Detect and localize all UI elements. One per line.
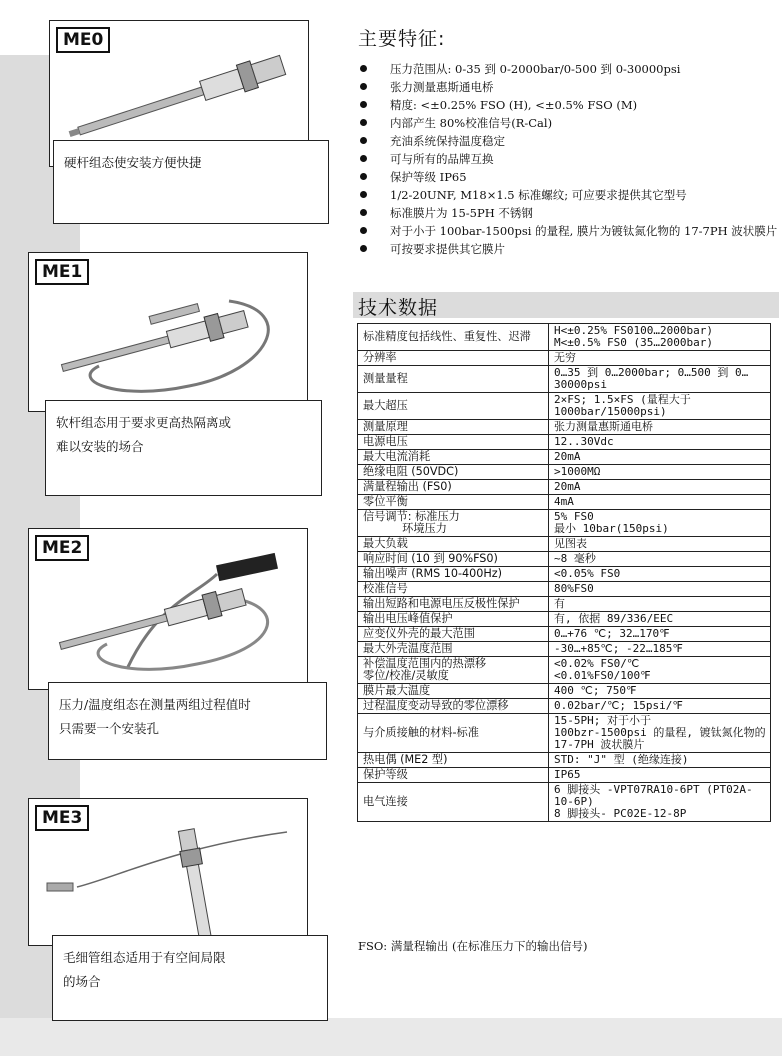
spec-key: 最大电流消耗 <box>358 450 549 465</box>
spec-value: 12..30Vdc <box>549 435 771 450</box>
spec-value: 见图表 <box>549 537 771 552</box>
spec-row <box>358 324 771 351</box>
spec-row <box>358 657 771 684</box>
spec-value: 4mA <box>549 495 771 510</box>
spec-key: 信号调节: 标准压力 环境压力 <box>358 510 549 537</box>
spec-value: ~8 毫秒 <box>549 552 771 567</box>
spec-key: 膜片最大温度 <box>358 684 549 699</box>
spec-key: 零位平衡 <box>358 495 549 510</box>
spec-value: <0.05% FS0 <box>549 567 771 582</box>
spec-row <box>358 567 771 582</box>
caption-line: 压力/温度组态在测量两组过程值时 <box>59 697 251 712</box>
spec-value: >1000MΩ <box>549 465 771 480</box>
feature-item: 充油系统保持温度稳定 <box>360 132 780 150</box>
spec-key: 最大超压 <box>358 393 549 420</box>
spec-key: 输出短路和电源电压反极性保护 <box>358 597 549 612</box>
spec-row <box>358 465 771 480</box>
feature-item: 张力测量惠斯通电桥 <box>360 78 780 96</box>
feature-item: 保护等级 IP65 <box>360 168 780 186</box>
spec-row <box>358 510 771 537</box>
spec-key: 保护等级 <box>358 768 549 783</box>
spec-value: 5% FS0 最小 10bar(150psi) <box>549 510 771 537</box>
spec-row <box>358 366 771 393</box>
spec-row <box>358 597 771 612</box>
spec-row <box>358 351 771 366</box>
spec-row <box>358 420 771 435</box>
spec-value: 有 <box>549 597 771 612</box>
caption-line: 毛细管组态适用于有空间局限 <box>63 950 226 965</box>
features-title: 主要特征: <box>358 28 446 50</box>
spec-value: 0…35 到 0…2000bar; 0…500 到 0…30000psi <box>549 366 771 393</box>
spec-key: 测量原理 <box>358 420 549 435</box>
spec-row <box>358 753 771 768</box>
spec-row <box>358 480 771 495</box>
sensor-image-me0 <box>64 43 304 153</box>
spec-key: 电源电压 <box>358 435 549 450</box>
spec-row <box>358 699 771 714</box>
spec-key: 响应时间 (10 到 90%FS0) <box>358 552 549 567</box>
spec-value: <0.02% FS0/℃ <0.01%FS0/100℉ <box>549 657 771 684</box>
feature-item: 可按要求提供其它膜片 <box>360 240 780 258</box>
specs-table <box>357 323 771 822</box>
spec-row <box>358 714 771 753</box>
spec-key: 输出噪声 (RMS 10-400Hz) <box>358 567 549 582</box>
spec-value: 0.02bar/℃; 15psi/℉ <box>549 699 771 714</box>
spec-value: 无穷 <box>549 351 771 366</box>
spec-row <box>358 450 771 465</box>
spec-key: 分辨率 <box>358 351 549 366</box>
caption-me2 <box>48 682 327 760</box>
spec-value: 2×FS; 1.5×FS (量程大于 1000bar/15000psi) <box>549 393 771 420</box>
spec-value: 15-5PH; 对于小于 100bzr-1500psi 的量程, 镀钛氮化物的 17-7PH 波状膜片 <box>549 714 771 753</box>
sensor-image-me3 <box>37 807 307 947</box>
spec-key: 测量量程 <box>358 366 549 393</box>
feature-item: 1/2-20UNF, M18×1.5 标准螺纹; 可应要求提供其它型号 <box>360 186 780 204</box>
spec-row <box>358 768 771 783</box>
spec-key: 最大负载 <box>358 537 549 552</box>
spec-value: 有, 依据 89/336/EEC <box>549 612 771 627</box>
spec-key: 应变仪外壳的最大范围 <box>358 627 549 642</box>
spec-row <box>358 612 771 627</box>
spec-value: IP65 <box>549 768 771 783</box>
spec-value: 张力测量惠斯通电桥 <box>549 420 771 435</box>
spec-row <box>358 642 771 657</box>
spec-row <box>358 393 771 420</box>
spec-key: 与介质接触的材料-标准 <box>358 714 549 753</box>
caption-line: 只需要一个安装孔 <box>59 721 160 736</box>
spec-key: 补偿温度范围内的热漂移 零位/校准/灵敏度 <box>358 657 549 684</box>
sensor-image-me1 <box>39 271 299 411</box>
spec-value: 400 ℃; 750℉ <box>549 684 771 699</box>
spec-row <box>358 627 771 642</box>
feature-item: 精度: <±0.25% FSO (H), <±0.5% FSO (M) <box>360 96 780 114</box>
caption-line: 难以安装的场合 <box>56 439 144 454</box>
spec-row <box>358 552 771 567</box>
specs-title: 技术数据 <box>358 297 439 319</box>
caption-line: 硬杆组态使安装方便快捷 <box>64 155 202 170</box>
feature-item: 可与所有的品牌互换 <box>360 150 780 168</box>
caption-line: 的场合 <box>63 974 101 989</box>
spec-value: 0…+76 ℃; 32…170℉ <box>549 627 771 642</box>
spec-value: H<±0.25% FS0100…2000bar) M<±0.5% FS0 (35…2000bar) <box>549 324 771 351</box>
spec-row <box>358 783 771 822</box>
spec-key: 热电偶 (ME2 型) <box>358 753 549 768</box>
caption-me3 <box>52 935 328 1021</box>
spec-row <box>358 435 771 450</box>
spec-key: 最大外壳温度范围 <box>358 642 549 657</box>
feature-item: 标准膜片为 15-5PH 不锈钢 <box>360 204 780 222</box>
spec-row <box>358 684 771 699</box>
model-card-me3 <box>28 798 308 946</box>
spec-row <box>358 582 771 597</box>
model-badge: ME1 <box>35 259 89 285</box>
spec-key: 电气连接 <box>358 783 549 822</box>
spec-key: 绝缘电阻 (50VDC) <box>358 465 549 480</box>
spec-value: STD: "J" 型 (绝缘连接) <box>549 753 771 768</box>
spec-value: 20mA <box>549 480 771 495</box>
feature-item: 内部产生 80%校准信号(R-Cal) <box>360 114 780 132</box>
spec-value: 20mA <box>549 450 771 465</box>
spec-key: 满量程输出 (FS0) <box>358 480 549 495</box>
sensor-image-me2 <box>37 539 307 689</box>
spec-key: 过程温度变动导致的零位漂移 <box>358 699 549 714</box>
model-badge: ME3 <box>35 805 89 831</box>
model-badge: ME0 <box>56 27 110 53</box>
caption-line: 软杆组态用于要求更高热隔离或 <box>56 415 232 430</box>
spec-key: 校准信号 <box>358 582 549 597</box>
spec-row <box>358 537 771 552</box>
footnote: FSO: 满量程输出 (在标准压力下的输出信号) <box>358 939 588 953</box>
model-card-me1 <box>28 252 308 412</box>
spec-key: 标准精度包括线性、重复性、迟滞 <box>358 324 549 351</box>
spec-key: 输出电压峰值保护 <box>358 612 549 627</box>
spec-value: 80%FS0 <box>549 582 771 597</box>
feature-item: 对于小于 100bar-1500psi 的量程, 膜片为镀钛氮化物的 17-7PH 波状膜片 <box>360 222 780 240</box>
model-card-me2 <box>28 528 308 690</box>
spec-row <box>358 495 771 510</box>
caption-me1 <box>45 400 322 496</box>
bottom-gray-band <box>0 1018 782 1056</box>
caption-me0 <box>53 140 329 224</box>
feature-item: 压力范围从: 0-35 到 0-2000bar/0-500 到 0-30000psi <box>360 60 780 78</box>
features-list <box>360 60 780 258</box>
spec-value: -30…+85℃; -22…185℉ <box>549 642 771 657</box>
spec-value: 6 脚接头 -VPT07RA10-6PT (PT02A-10-6P) 8 脚接头- PC02E-12-8P <box>549 783 771 822</box>
model-badge: ME2 <box>35 535 89 561</box>
